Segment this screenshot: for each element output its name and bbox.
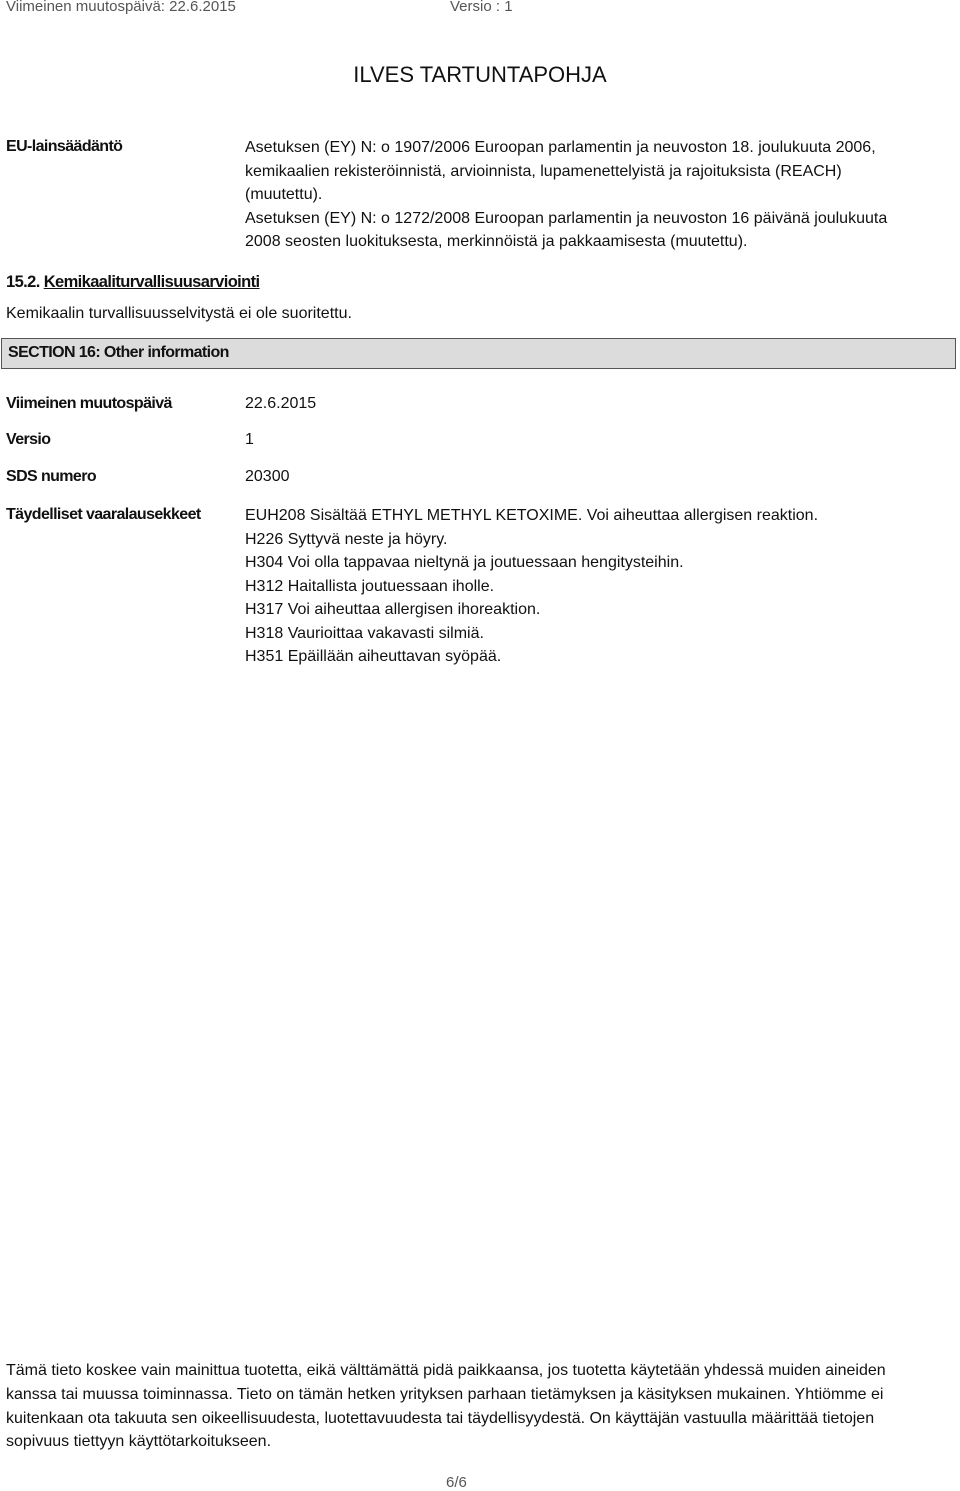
hazard-statement: H304 Voi olla tappavaa nieltynä ja joutuessaan hengitysteihin. [245, 554, 684, 571]
revision-date-value: 22.6.2015 [245, 395, 317, 412]
hazard-statements-list [245, 504, 818, 669]
regulation-line: kemikaalien rekisteröinnistä, arvioinnista, lupamenettelyistä ja rajoituksista (REACH) [245, 162, 842, 180]
header-revision-date: Viimeinen muutospäivä: 22.6.2015 [6, 0, 236, 15]
subsection-text: Kemikaalin turvallisuusselvitystä ei ole suoritettu. [6, 305, 352, 322]
sds-number-value: 20300 [245, 468, 290, 485]
section-16-title: SECTION 16: Other information [8, 344, 229, 361]
regulation-label: EU-lainsäädäntö [6, 138, 123, 155]
disclaimer-line: Tämä tieto koskee vain mainittua tuotetta, eikä välttämättä pidä paikkaansa, jos tuotetta käytetään yhdessä muiden aineiden [6, 1362, 886, 1379]
regulation-text [245, 136, 887, 254]
section-16-header [1, 338, 956, 369]
regulation-line: (muutettu). [245, 186, 323, 203]
version-label: Versio [6, 431, 51, 448]
disclaimer-line: kuitenkaan ota takuuta sen oikeellisuudesta, luotettavuudesta tai täydellisyydestä. On käyttäjän vastuulla määrittää tietojen [6, 1409, 875, 1427]
document-title: ILVES TARTUNTAPOHJA [353, 62, 607, 87]
page-number: 6/6 [446, 1474, 467, 1491]
regulation-line: Asetuksen (EY) N: o 1272/2008 Euroopan parlamentin ja neuvoston 16 päivänä joulukuuta [245, 209, 888, 227]
hazard-statements-label: Täydelliset vaaralausekkeet [6, 506, 201, 523]
hazard-statement: H226 Syttyvä neste ja höyry. [245, 530, 448, 548]
hazard-statement: EUH208 Sisältää ETHYL METHYL KETOXIME. Voi aiheuttaa allergisen reaktion. [245, 507, 819, 524]
regulation-line: Asetuksen (EY) N: o 1907/2006 Euroopan parlamentin ja neuvoston 18. joulukuuta 2006, [245, 139, 876, 156]
header-version: Versio : 1 [450, 0, 513, 15]
subsection-title: Kemikaaliturvallisuusarviointi [43, 273, 260, 291]
revision-date-label: Viimeinen muutospäivä [6, 395, 172, 412]
disclaimer-line: kanssa tai muussa toiminnassa. Tieto on tämän hetken yrityksen parhaan tietämyksen ja käsityksen mukainen. Yhtiömme ei [6, 1385, 884, 1403]
disclaimer-line: sopivuus tiettyyn käyttötarkoitukseen. [6, 1433, 272, 1451]
hazard-statement: H351 Epäillään aiheuttavan syöpää. [245, 648, 502, 665]
hazard-statement: H318 Vaurioittaa vakavasti silmiä. [245, 624, 484, 642]
regulation-line: 2008 seosten luokituksesta, merkinnöistä ja pakkaamisesta (muutettu). [245, 233, 748, 250]
subsection-number: 15.2. [6, 273, 40, 291]
hazard-statement: H312 Haitallista joutuessaan iholle. [245, 577, 495, 595]
subsection-heading [6, 273, 260, 292]
hazard-statement: H317 Voi aiheuttaa allergisen ihoreaktion. [245, 601, 541, 618]
disclaimer [6, 1359, 946, 1454]
sds-number-label: SDS numero [6, 468, 97, 485]
version-value: 1 [245, 431, 254, 448]
